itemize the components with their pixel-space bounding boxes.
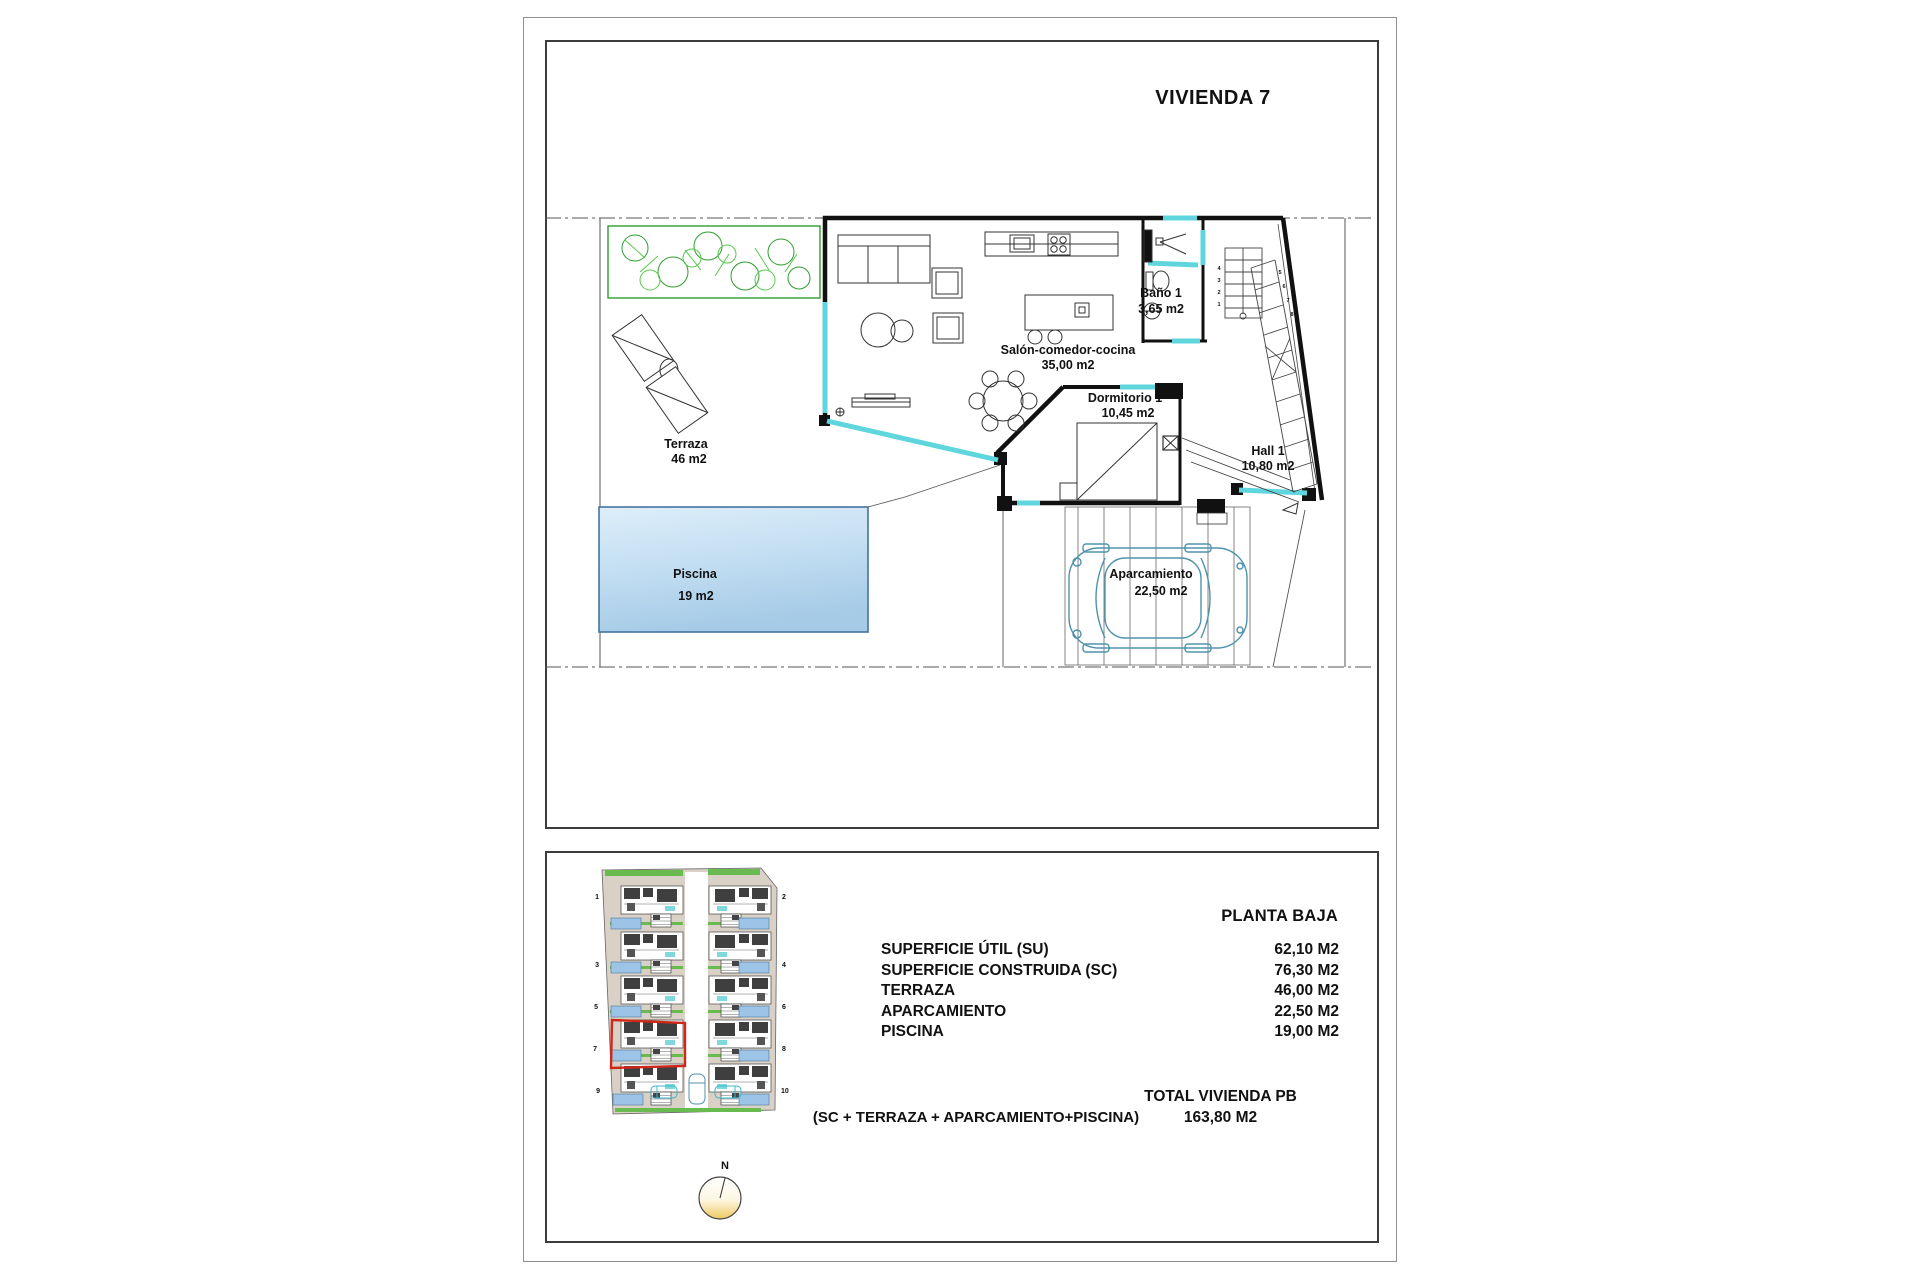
total-label: TOTAL VIVIENDA PB: [1144, 1088, 1297, 1105]
table-row: [881, 981, 1339, 1002]
row-label: SUPERFICIE CONSTRUIDA (SC): [881, 961, 1118, 979]
svg-text:3: 3: [1217, 278, 1221, 284]
label-dormitorio-name: Dormitorio 1: [1087, 391, 1163, 405]
site-road: [685, 872, 708, 1112]
label-salon-name: Salón-comedor-cocina: [1000, 343, 1136, 357]
label-bano-area: 3,65 m2: [1138, 302, 1184, 316]
total-block: [1128, 1086, 1313, 1128]
compass-north-label: N: [721, 1160, 729, 1172]
svg-text:9: 9: [596, 1088, 600, 1095]
svg-text:5: 5: [594, 1004, 598, 1011]
row-value: 19,00 M2: [1274, 1023, 1339, 1041]
row-value: 22,50 M2: [1274, 1002, 1339, 1020]
svg-text:8: 8: [782, 1046, 786, 1053]
row-value: 62,10 M2: [1274, 941, 1339, 958]
bedroom-furniture: [1060, 423, 1178, 500]
row-value: 76,30 M2: [1274, 961, 1339, 979]
floor-plan-drawing: [545, 40, 1375, 825]
row-value: 46,00 M2: [1274, 982, 1339, 1000]
page-title: VIVIENDA 7: [1155, 87, 1271, 109]
total-formula: (SC + TERRAZA + APARCAMIENTO+PISCINA): [812, 1109, 1140, 1126]
table-row: [881, 940, 1339, 961]
compass: [688, 1156, 752, 1230]
svg-text:2: 2: [1217, 290, 1221, 296]
svg-text:10: 10: [781, 1088, 789, 1095]
lounge-chairs: [612, 315, 708, 434]
svg-text:6: 6: [782, 1004, 786, 1011]
svg-text:6: 6: [1282, 284, 1286, 290]
label-hall-area: 10,80 m2: [1241, 459, 1295, 473]
label-bano-name: Baño 1: [1140, 286, 1182, 300]
label-piscina-area: 19 m2: [678, 589, 714, 603]
svg-text:3: 3: [595, 962, 599, 969]
hedge-garden: [608, 226, 820, 298]
row-label: TERRAZA: [881, 982, 956, 1000]
svg-text:1: 1: [1217, 302, 1221, 308]
label-salon-area: 35,00 m2: [1041, 358, 1095, 372]
label-aparcamiento-name: Aparcamiento: [1109, 567, 1193, 581]
label-dormitorio-area: 10,45 m2: [1101, 406, 1155, 420]
svg-text:7: 7: [1286, 298, 1290, 304]
car-icon: [1069, 544, 1247, 652]
plot-lines: [868, 465, 1305, 667]
row-label: APARCAMIENTO: [881, 1002, 1007, 1020]
svg-text:4: 4: [1217, 266, 1221, 272]
kitchen: [985, 232, 1118, 344]
label-hall-name: Hall 1: [1251, 444, 1285, 458]
site-plan-map: [585, 862, 795, 1124]
label-terraza-area: 46 m2: [671, 452, 707, 466]
total-value: 163,80 M2: [1183, 1109, 1258, 1126]
svg-text:7: 7: [593, 1046, 597, 1053]
table-row: [881, 1002, 1339, 1023]
row-label: SUPERFICIE ÚTIL (SU): [881, 941, 1049, 958]
table-row: [881, 961, 1339, 982]
label-aparcamiento-area: 22,50 m2: [1134, 584, 1188, 598]
svg-text:8: 8: [1290, 312, 1294, 318]
summary-header: PLANTA BAJA: [1221, 907, 1338, 925]
label-piscina-name: Piscina: [673, 567, 717, 581]
svg-text:2: 2: [782, 894, 786, 901]
pool: [599, 507, 868, 632]
svg-text:1: 1: [595, 894, 599, 901]
label-terraza-name: Terraza: [664, 437, 708, 451]
row-label: PISCINA: [881, 1023, 944, 1041]
table-row: [881, 1022, 1339, 1043]
living-room-furniture: [836, 235, 1037, 431]
summary-table: [881, 940, 1339, 1043]
svg-text:4: 4: [782, 962, 786, 969]
svg-text:5: 5: [1278, 270, 1282, 276]
